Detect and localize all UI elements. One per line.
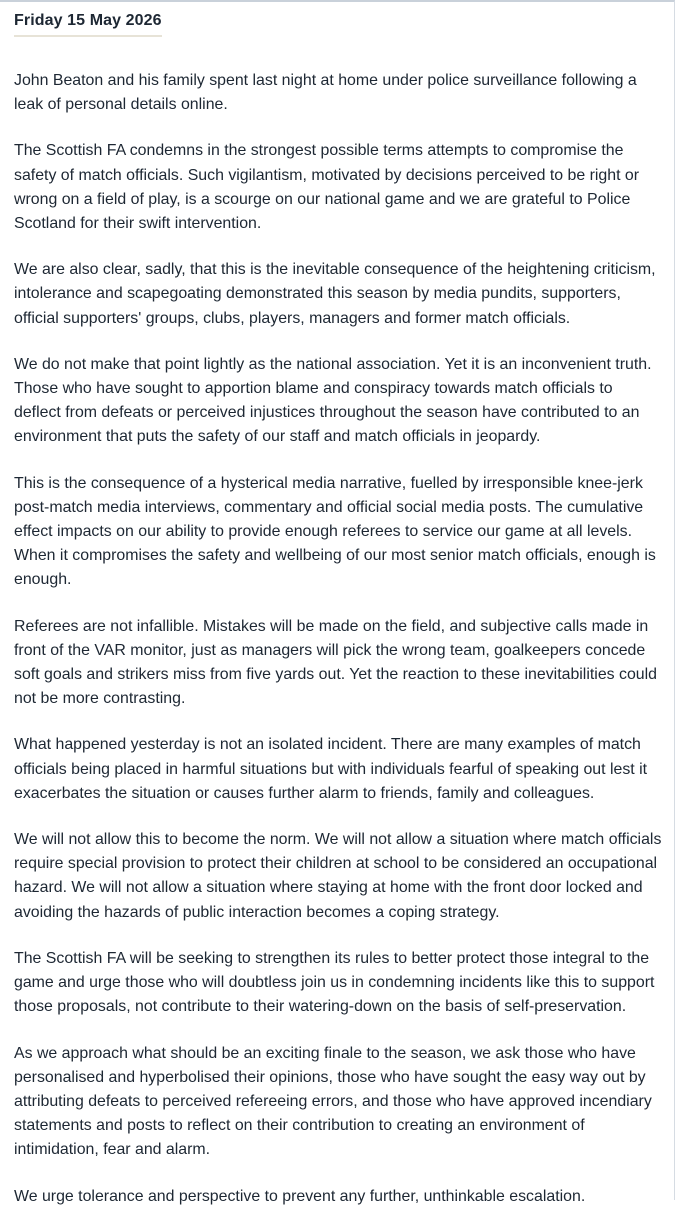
publish-date: Friday 15 May 2026 [14, 12, 162, 37]
paragraph-7: What happened yesterday is not an isolated incident. There are many examples of match officials being placed in harmful situations but with individuals fearful of speaking out lest it exacerbates the situation or causes further alarm to friends, family and colleagues. [14, 736, 648, 802]
paragraph-2: The Scottish FA condemns in the strongest possible terms attempts to compromise the safety of match officials. Such vigilantism, motivated by decisions perceived to be right or wrong on a field of play, is a scourge on our national game and we are grateful to Police Scotland for their swift intervention. [14, 142, 640, 233]
paragraph-11: We urge tolerance and perspective to prevent any further, unthinkable escalation. [14, 1187, 586, 1205]
paragraph-5: This is the consequence of a hysterical media narrative, fuelled by irresponsible knee-jerk post-match media interviews, commentary and official social media posts. The cumulative effect impacts on our ability to provide enough referees to service our game at all levels. When it compromises the safety and wellbeing of our most senior match officials, enough is enough. [14, 474, 656, 589]
paragraph-3: We are also clear, sadly, that this is the inevitable consequence of the heightening criticism, intolerance and scapegoating demonstrated this season by media pundits, supporters, official supporters' groups, clubs, players, managers and former match officials. [14, 261, 656, 327]
paragraph-8: We will not allow this to become the norm. We will not allow a situation where match officials require special provision to protect their children at school to be considered an occupational hazard. We will not allow a situation where staying at home with the front door locked and avoiding the hazards of public interaction becomes a coping strategy. [14, 831, 662, 921]
date-header [14, 12, 162, 37]
paragraph-1: John Beaton and his family spent last night at home under police surveillance following a leak of personal details online. [14, 72, 637, 114]
paragraph-10: As we approach what should be an exciting finale to the season, we ask those who have personalised and hyperbolised their opinions, those who have sought the easy way out by attributing defeats to perceived refereeing errors, and those who have approved incendiary statements and posts to reflect on their contribution to creating an environment of intimidation, fear and alarm. [14, 1044, 652, 1159]
paragraph-6: Referees are not infallible. Mistakes will be made on the field, and subjective calls made in front of the VAR monitor, just as managers will pick the wrong team, goalkeepers concede soft goals and strikers miss from five yards out. Yet the reaction to these inevitabilities could not be more contrasting. [14, 617, 658, 708]
paragraph-4: We do not make that point lightly as the national association. Yet it is an inconvenient truth. Those who have sought to apportion blame and conspiracy towards match officials to deflect from defeats or perceived injustices throughout the season have contributed to an environment that puts the safety of our staff and match officials in jeopardy. [14, 355, 652, 446]
paragraph-9: The Scottish FA will be seeking to strengthen its rules to better protect those integral to the game and urge those who will doubtless join us in condemning incidents like this to support those proposals, not contribute to their watering-down on the basis of self-preservation. [14, 949, 655, 1016]
statement-body [14, 69, 662, 1231]
